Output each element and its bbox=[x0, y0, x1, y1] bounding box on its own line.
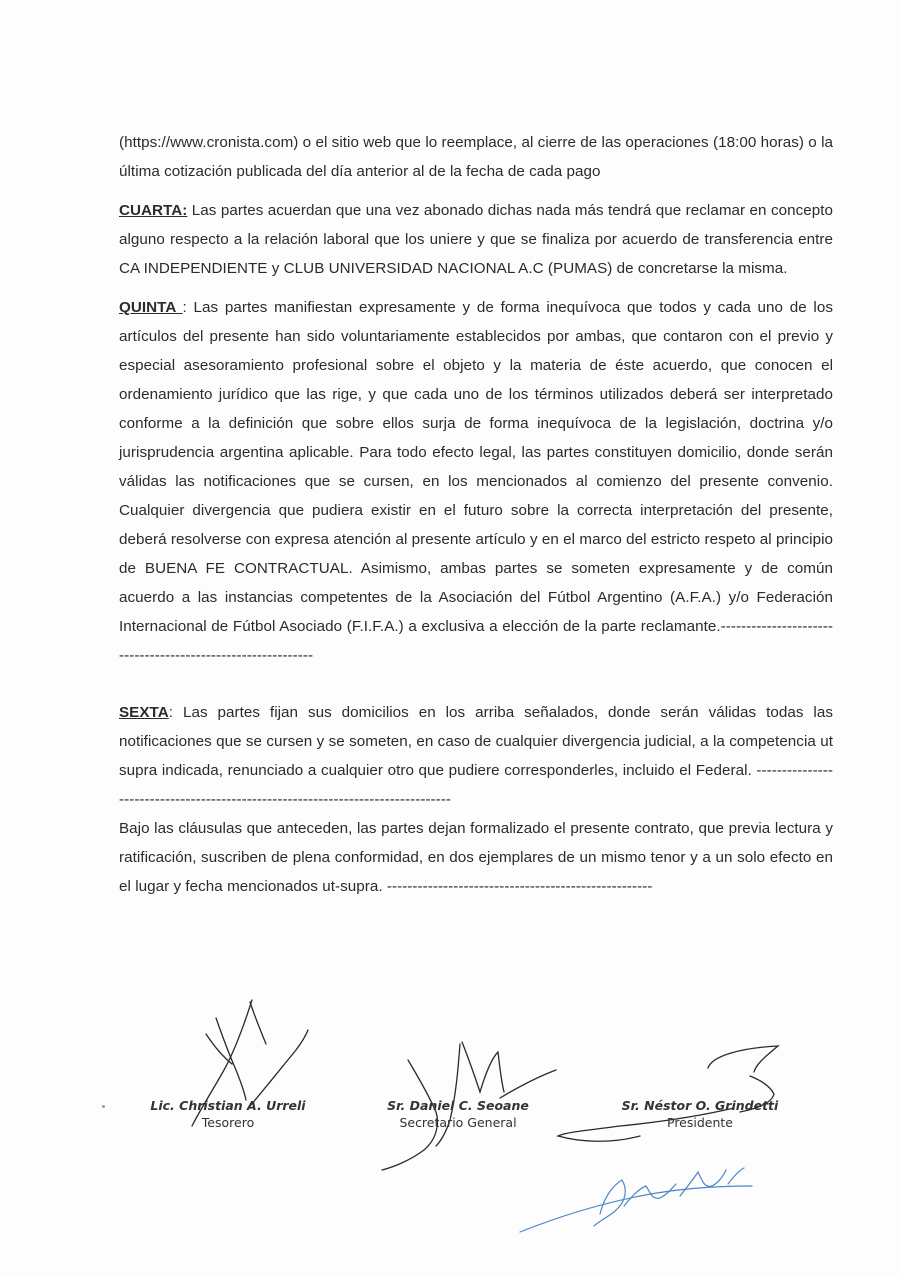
clause-quinta-heading: QUINTA bbox=[119, 299, 183, 316]
clause-cuarta-heading: CUARTA: bbox=[119, 202, 188, 219]
signatory-2 bbox=[368, 1098, 548, 1130]
clause-quinta-text: : Las partes manifiestan expresamente y de forma inequívoca que todos y cada uno de los artículos del presente han sido voluntariamente establecidos por ambas, que contaron con el previo y especial asesoramiento profesional sobre el objeto y la materia de éste acuerdo, que conocen el ordenamiento jurídico que las rige, y que cada uno de los términos utilizados deberá ser interpretado conforme a la definición que sobre ellos surja de forma inequívoca de la legislación, doctrina y/o jurisprudencia argentina aplicable. Para todo efecto legal, las partes constituyen domicilio, donde serán válidas las notificaciones que se cursen, en los mencionados al comienzo del presente convenio. Cualquier divergencia que pudiera existir en el futuro sobre la correcta interpretación del presente, deberá resolverse con expresa atención al presente artículo y en el marco del estricto respeto al principio de BUENA FE CONTRACTUAL. Asimismo, ambas partes se someten expresamente y de común acuerdo a las instancias competentes de la Asociación del Fútbol Argentino (A.F.A.) y/o Federación Internacional de Fútbol Asociado (F.I.F.A.) a exclusiva a elección de la parte reclamante.------------------------------------------------------------ bbox=[119, 299, 833, 664]
signatory-role: Tesorero bbox=[201, 1115, 255, 1130]
signatory-name: Sr. Néstor O. Grindetti bbox=[621, 1098, 779, 1113]
clause-sexta-heading: SEXTA bbox=[119, 704, 169, 721]
clause-cuarta-text: Las partes acuerdan que una vez abonado dichas nada más tendrá que reclamar en concepto alguno respecto a la relación laboral que los uniere y que se finaliza por acuerdo de transferencia entre CA INDEPENDIENTE y CLUB UNIVERSIDAD NACIONAL A.C (PUMAS) de concretarse la misma. bbox=[119, 202, 833, 277]
signatory-name: Lic. Christian A. Urreli bbox=[150, 1098, 306, 1113]
blue-initials bbox=[520, 1168, 752, 1232]
signatory-1 bbox=[138, 1098, 318, 1130]
scan-speck bbox=[102, 1105, 105, 1108]
intro-paragraph: (https://www.cronista.com) o el sitio web que lo reemplace, al cierre de las operaciones (18:00 horas) o la última cotización publicada del día anterior al de la fecha de cada pago bbox=[119, 134, 833, 180]
signatory-3 bbox=[600, 1098, 800, 1130]
closing-paragraph: Bajo las cláusulas que anteceden, las partes dejan formalizado el presente contrato, que previa lectura y ratificación, suscriben de plena conformidad, en dos ejemplares de un mismo tenor y a un solo efecto en el lugar y fecha mencionados ut-supra. ---------------------------------------------------- bbox=[119, 820, 833, 895]
clause-quinta bbox=[119, 293, 833, 670]
signatory-name: Sr. Daniel C. Seoane bbox=[387, 1098, 529, 1113]
clause-sexta bbox=[119, 698, 833, 814]
clause-cuarta bbox=[119, 196, 833, 283]
contract-body bbox=[119, 128, 833, 901]
signatory-role: Secretario General bbox=[399, 1115, 517, 1130]
signatory-role: Presidente bbox=[667, 1115, 733, 1130]
clause-sexta-text: : Las partes fijan sus domicilios en los arriba señalados, donde serán válidas todas las notificaciones que se cursen y se someten, en caso de cualquier divergencia judicial, a la competencia ut supra indicada, renunciado a cualquier otro que pudiere corresponderles, incluido el Federal. -------------------------------------------------------------------------------- bbox=[119, 704, 833, 808]
